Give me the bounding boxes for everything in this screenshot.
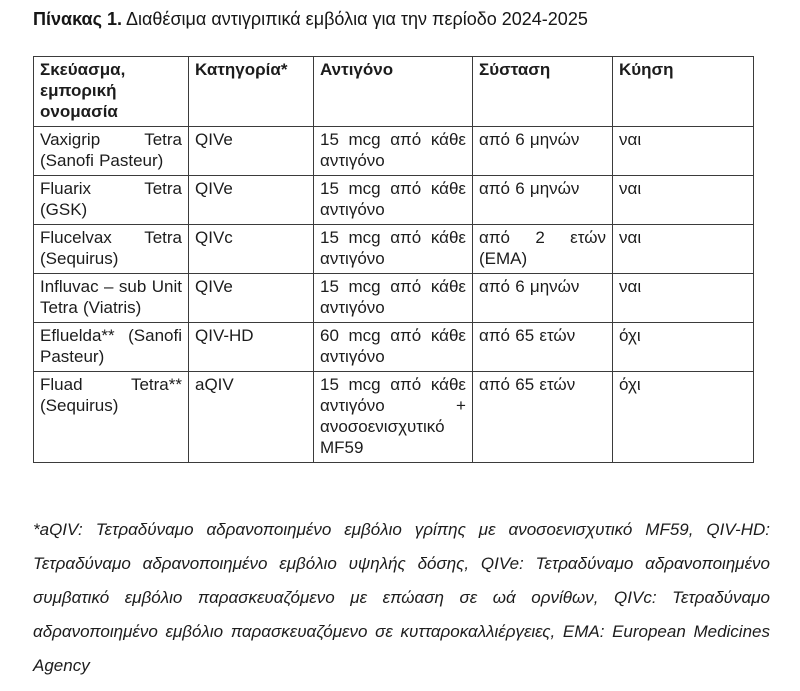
table-cell: Flucelvax Tetra (Sequirus) xyxy=(34,225,189,274)
table-cell: ναι xyxy=(613,225,754,274)
table-cell: QIVc xyxy=(189,225,314,274)
table-row xyxy=(34,225,754,274)
table-header-row xyxy=(34,57,754,127)
table-cell: Fluad Tetra** (Sequirus) xyxy=(34,372,189,463)
table-cell: ναι xyxy=(613,176,754,225)
table-cell: Fluarix Tetra (GSK) xyxy=(34,176,189,225)
table-cell: aQIV xyxy=(189,372,314,463)
table-cell: 15 mcg από κάθε αντιγόνο xyxy=(314,274,473,323)
table-cell: από 65 ετών xyxy=(473,372,613,463)
table-cell: 15 mcg από κάθε αντιγόνο xyxy=(314,127,473,176)
table-cell: QIVe xyxy=(189,176,314,225)
table-cell: από 2 ετών (EMA) xyxy=(473,225,613,274)
column-header-product: Σκεύασμα, εμπορική ονομασία xyxy=(34,57,189,127)
page-title xyxy=(33,8,770,30)
vaccine-table xyxy=(33,56,754,463)
table-row xyxy=(34,323,754,372)
table-row xyxy=(34,176,754,225)
table-cell: QIVe xyxy=(189,127,314,176)
table-cell: Influvac – sub Unit Tetra (Viatris) xyxy=(34,274,189,323)
table-cell: από 6 μηνών xyxy=(473,176,613,225)
table-cell: QIV-HD xyxy=(189,323,314,372)
column-header-category: Κατηγορία* xyxy=(189,57,314,127)
table-cell: από 6 μηνών xyxy=(473,274,613,323)
table-cell: Efluelda** (Sanofi Pasteur) xyxy=(34,323,189,372)
column-header-recommendation: Σύσταση xyxy=(473,57,613,127)
table-cell: ναι xyxy=(613,274,754,323)
table-cell: όχι xyxy=(613,323,754,372)
table-cell: 60 mcg από κάθε αντιγόνο xyxy=(314,323,473,372)
table-row xyxy=(34,127,754,176)
table-cell: QIVe xyxy=(189,274,314,323)
table-caption-text: Διαθέσιμα αντιγριπικά εμβόλια για την περίοδο 2024-2025 xyxy=(121,9,588,29)
column-header-antigen: Αντιγόνο xyxy=(314,57,473,127)
table-cell: από 6 μηνών xyxy=(473,127,613,176)
table-caption-label: Πίνακας 1. xyxy=(33,9,122,29)
table-row xyxy=(34,372,754,463)
table-cell: 15 mcg από κάθε αντιγόνο xyxy=(314,225,473,274)
table-cell: 15 mcg από κάθε αντιγόνο + ανοσοενισχυτικό MF59 xyxy=(314,372,473,463)
table-cell: Vaxigrip Tetra (Sanofi Pasteur) xyxy=(34,127,189,176)
table-cell: 15 mcg από κάθε αντιγόνο xyxy=(314,176,473,225)
table-row xyxy=(34,274,754,323)
table-cell: από 65 ετών xyxy=(473,323,613,372)
column-header-pregnancy: Κύηση xyxy=(613,57,754,127)
footnote-text: *aQIV: Τετραδύναμο αδρανοποιημένο εμβόλιο γρίπης με ανοσοενισχυτικό MF59, QIV-HD: Τετραδύναμο αδρανοποιημένο εμβόλιο υψηλής δόσης, QIVe: Τετραδύναμο αδρανοποιημένο συμβατικό εμβόλιο παρασκευαζόμενο με επώαση σε ωά ορνίθων, QIVc: Τετραδύναμο αδρανοποιημένο εμβόλιο παρασκευαζόμενο σε κυτταροκαλλιέργειες, EMA: European Medicines Agency xyxy=(33,520,770,675)
table-cell: ναι xyxy=(613,127,754,176)
table-cell: όχι xyxy=(613,372,754,463)
